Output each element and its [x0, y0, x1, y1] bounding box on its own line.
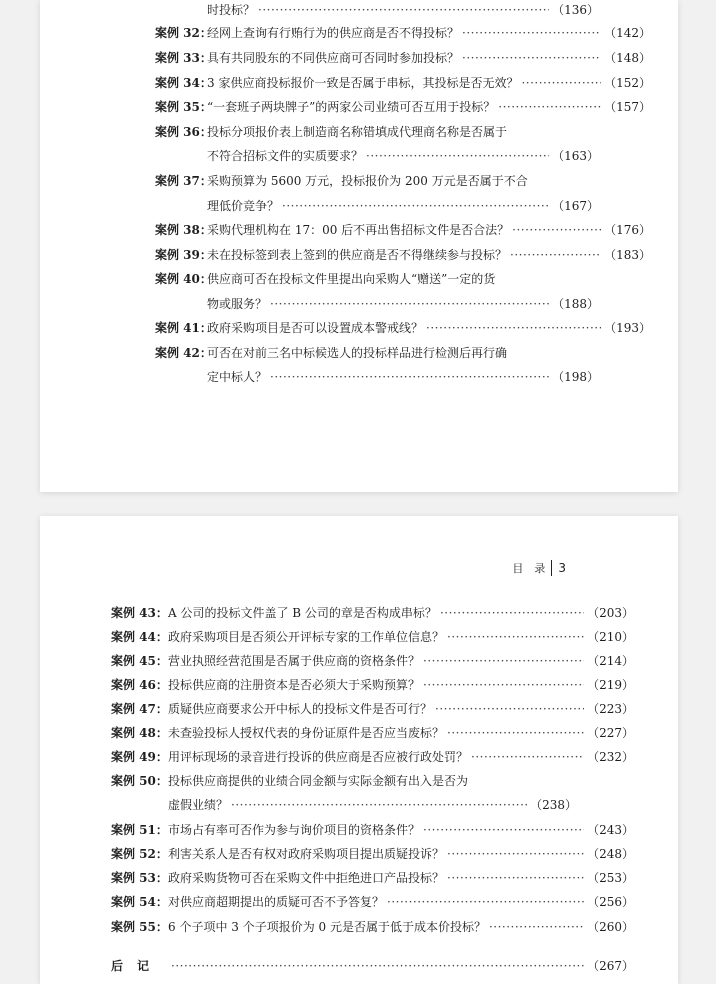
toc-page-bottom: [40, 516, 678, 984]
toc-entry-54[interactable]: [111, 894, 634, 910]
leader-dots: [447, 725, 584, 741]
toc-entry-title: 政府采购货物可否在采购文件中拒绝进口产品投标？: [168, 871, 445, 885]
toc-entry-55[interactable]: [111, 919, 634, 935]
toc-entry-label: 案例 51：: [111, 823, 168, 837]
toc-page-number: （238）: [530, 798, 577, 812]
toc-entry-title: 质疑供应商要求公开中标人的投标文件是否可行？: [168, 702, 433, 716]
toc-entry-title: 营业执照经营范围是否属于供应商的资格条件？: [168, 654, 421, 668]
toc-entry-title: 政府采购项目是否须公开评标专家的工作单位信息？: [168, 630, 445, 644]
leader-dots: [258, 2, 549, 18]
leader-dots: [282, 198, 549, 214]
toc-page-number: （193）: [604, 321, 651, 335]
toc-entry-33[interactable]: [155, 50, 651, 66]
header-divider: [551, 560, 552, 576]
toc-entry-afterword[interactable]: [111, 958, 634, 974]
toc-entry-50-continuation: [168, 797, 577, 813]
toc-entry-37-continuation: [207, 198, 599, 214]
toc-page-number: （183）: [604, 248, 651, 262]
toc-entry-title-continuation: 定中标人？: [207, 370, 268, 384]
leader-dots: [423, 677, 584, 693]
toc-entry-label: 案例 37：: [155, 174, 212, 188]
toc-entry-title: 采购预算为 5600 万元，投标报价为 200 万元是否属于不合: [207, 174, 528, 188]
toc-entry-32[interactable]: [155, 25, 651, 41]
toc-page-number: （167）: [552, 199, 599, 213]
toc-entry-title: 对供应商超期提出的质疑可否不予答复？: [168, 895, 385, 909]
toc-entry-label: 案例 45：: [111, 654, 168, 668]
toc-entry-label: 案例 44：: [111, 630, 168, 644]
toc-entry-label: 案例 55：: [111, 920, 168, 934]
leader-dots: [423, 822, 584, 838]
toc-entry-52[interactable]: [111, 846, 634, 862]
toc-entry-title: 投标供应商提供的业绩合同金额与实际金额有出入是否为: [168, 774, 469, 788]
toc-entry-53[interactable]: [111, 870, 634, 886]
toc-entry-44[interactable]: [111, 629, 634, 645]
toc-entry-title: 3 家供应商投标报价一致是否属于串标，其投标是否无效？: [207, 76, 519, 90]
toc-entry-title-continuation: 不符合招标文件的实质要求？: [207, 149, 364, 163]
toc-entry-label: 案例 39：: [155, 248, 212, 262]
toc-page-number: （157）: [604, 100, 651, 114]
toc-entry-label: 案例 41：: [155, 321, 212, 335]
toc-entry-label: 案例 52：: [111, 847, 168, 861]
running-header: [512, 560, 566, 576]
leader-dots: [498, 99, 601, 115]
toc-page-top: [40, 0, 678, 492]
leader-dots: [387, 894, 584, 910]
leader-dots: [423, 653, 584, 669]
toc-entry-title: 时投标？: [207, 3, 256, 17]
toc-entry-label: 案例 35：: [155, 100, 212, 114]
toc-entry-title-continuation: 理低价竞争？: [207, 199, 280, 213]
toc-page-number: （219）: [587, 678, 634, 692]
leader-dots: [171, 958, 584, 974]
toc-entry-45[interactable]: [111, 653, 634, 669]
toc-page-number: （163）: [552, 149, 599, 163]
toc-entry-label: 案例 46：: [111, 678, 168, 692]
toc-page-number: （256）: [587, 895, 634, 909]
toc-entry-label: 案例 53：: [111, 871, 168, 885]
toc-entry-42[interactable]: [155, 345, 599, 361]
toc-entry-title: “一套班子两块牌子”的两家公司业绩可否互用于投标？: [207, 100, 496, 114]
toc-entry-title: 投标分项报价表上制造商名称错填成代理商名称是否属于: [207, 125, 508, 139]
toc-entry-label: 案例 42：: [155, 346, 212, 360]
leader-dots: [447, 846, 584, 862]
toc-entry-title: 政府采购项目是否可以设置成本警戒线？: [207, 321, 424, 335]
toc-entry-title: 利害关系人是否有权对政府采购项目提出质疑投诉？: [168, 847, 445, 861]
leader-dots: [462, 25, 601, 41]
toc-entry-36-continuation: [207, 148, 599, 164]
toc-page-number: （243）: [587, 823, 634, 837]
toc-page-number: （188）: [552, 297, 599, 311]
leader-dots: [270, 369, 549, 385]
toc-page-number: （152）: [604, 76, 651, 90]
leader-dots: [440, 605, 584, 621]
page-number: 3: [558, 561, 566, 575]
toc-entry-label: 案例 34：: [155, 76, 212, 90]
toc-entry-38[interactable]: [155, 222, 651, 238]
toc-page-number: （248）: [587, 847, 634, 861]
toc-entry-label: 案例 38：: [155, 223, 212, 237]
toc-entry-title: 可否在对前三名中标候选人的投标样品进行检测后再行确: [207, 346, 508, 360]
running-header-title: 目 录: [512, 562, 546, 575]
toc-entry-title: 未在投标签到表上签到的供应商是否不得继续参与投标？: [207, 248, 508, 262]
toc-entry-31-continuation: [207, 2, 599, 18]
toc-entry-label: 案例 32：: [155, 26, 212, 40]
toc-entry-label: 案例 36：: [155, 125, 212, 139]
toc-page-number: （203）: [587, 606, 634, 620]
toc-entry-47[interactable]: [111, 701, 634, 717]
toc-entry-title: 未查验投标人授权代表的身份证原件是否应当废标？: [168, 726, 445, 740]
toc-entry-title-continuation: 物或服务？: [207, 297, 268, 311]
toc-entry-label: 案例 43：: [111, 606, 168, 620]
toc-page-number: （253）: [587, 871, 634, 885]
toc-entry-label: 后记: [111, 959, 164, 973]
toc-entry-42-continuation: [207, 369, 599, 385]
toc-entry-35[interactable]: [155, 99, 651, 115]
toc-page-number: （198）: [552, 370, 599, 384]
leader-dots: [447, 629, 584, 645]
toc-entry-label: 案例 33：: [155, 51, 212, 65]
leader-dots: [426, 320, 601, 336]
toc-entry-label: 案例 48：: [111, 726, 168, 740]
toc-entry-36[interactable]: [155, 124, 599, 140]
toc-entry-title: 采购代理机构在 17：00 后不再出售招标文件是否合法？: [207, 223, 510, 237]
toc-entry-label: 案例 49：: [111, 750, 168, 764]
toc-entry-43[interactable]: [111, 605, 634, 621]
toc-page-number: （136）: [552, 3, 599, 17]
toc-entry-39[interactable]: [155, 247, 651, 263]
toc-entry-label: 案例 54：: [111, 895, 168, 909]
toc-entry-50[interactable]: [111, 773, 577, 789]
toc-page-number: （260）: [587, 920, 634, 934]
toc-entry-label: 案例 50：: [111, 774, 168, 788]
toc-page-number: （176）: [604, 223, 651, 237]
leader-dots: [471, 749, 584, 765]
toc-entry-49[interactable]: [111, 749, 634, 765]
leader-dots: [231, 797, 527, 813]
leader-dots: [512, 222, 601, 238]
toc-page-number: （232）: [587, 750, 634, 764]
toc-entry-label: 案例 47：: [111, 702, 168, 716]
toc-entry-40-continuation: [207, 296, 599, 312]
leader-dots: [489, 919, 584, 935]
toc-entry-40[interactable]: [155, 271, 599, 287]
toc-entry-48[interactable]: [111, 725, 634, 741]
toc-entry-37[interactable]: [155, 173, 599, 189]
leader-dots: [435, 701, 584, 717]
leader-dots: [447, 870, 584, 886]
toc-entry-title: 市场占有率可否作为参与询价项目的资格条件？: [168, 823, 421, 837]
leader-dots: [521, 75, 601, 91]
leader-dots: [366, 148, 549, 164]
toc-page-number: （142）: [604, 26, 651, 40]
toc-entry-title: 用评标现场的录音进行投诉的供应商是否应被行政处罚？: [168, 750, 469, 764]
leader-dots: [270, 296, 549, 312]
toc-page-number: （214）: [587, 654, 634, 668]
toc-entry-label: 案例 40：: [155, 272, 212, 286]
toc-entry-51[interactable]: [111, 822, 634, 838]
toc-entry-34[interactable]: [155, 75, 651, 91]
leader-dots: [462, 50, 601, 66]
toc-entry-title: 经网上查询有行贿行为的供应商是否不得投标？: [207, 26, 460, 40]
toc-page-number: （210）: [587, 630, 634, 644]
toc-entry-46[interactable]: [111, 677, 634, 693]
toc-page-number: （148）: [604, 51, 651, 65]
toc-page-number: （267）: [587, 959, 634, 973]
toc-page-number: （223）: [587, 702, 634, 716]
toc-entry-title: 投标供应商的注册资本是否必须大于采购预算？: [168, 678, 421, 692]
toc-entry-41[interactable]: [155, 320, 651, 336]
leader-dots: [510, 247, 601, 263]
toc-entry-title: A 公司的投标文件盖了 B 公司的章是否构成串标？: [168, 606, 437, 620]
toc-page-number: （227）: [587, 726, 634, 740]
toc-entry-title: 供应商可否在投标文件里提出向采购人“赠送”一定的货: [207, 272, 496, 286]
toc-entry-title-continuation: 虚假业绩？: [168, 798, 229, 812]
toc-entry-title: 具有共同股东的不同供应商可否同时参加投标？: [207, 51, 460, 65]
toc-entry-title: 6 个子项中 3 个子项报价为 0 元是否属于低于成本价投标？: [168, 920, 486, 934]
